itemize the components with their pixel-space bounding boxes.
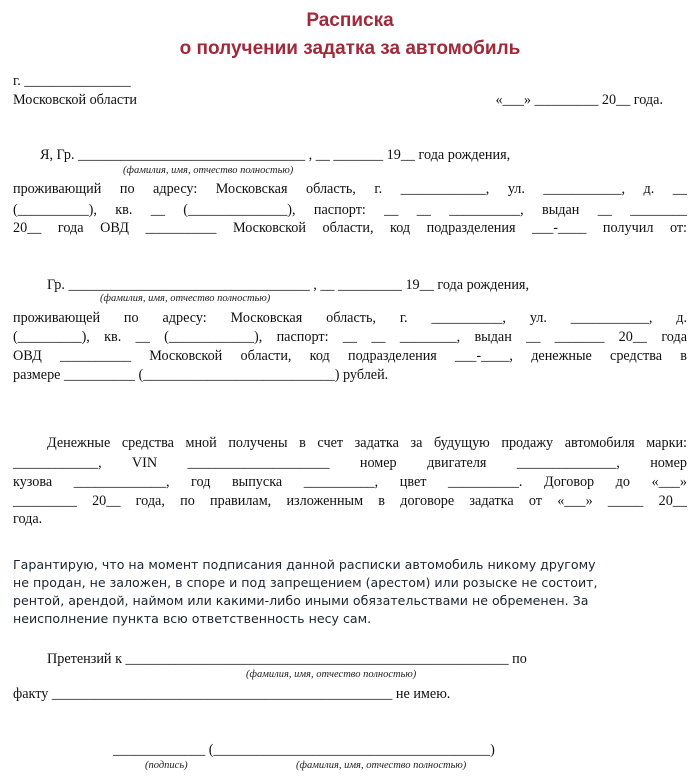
claims-line-1: Претензий к ______________________________________________________ по — [47, 651, 527, 667]
car-line-4: _________ 20__ года, по правилам, изложенным в договоре задатка от «___» _____ 20__ — [13, 493, 687, 509]
guarantee-line-2: не продан, не заложен, в споре и под запрещением (арестом) или розыске не состоит, — [13, 575, 598, 590]
party2-line-3: (_________), кв. __ (____________), паспорт: __ __ ________, выдан __ _______ 20__ года — [13, 329, 687, 345]
guarantee-line-4: неисполнение пункта всю ответственность несу сам. — [13, 611, 372, 626]
claims-line-2: факту ________________________________________________ не имею. — [13, 686, 451, 702]
car-line-1: Денежные средства мной получены в счет задатка за будущую продажу автомобиля марки: — [47, 435, 687, 451]
car-line-2: ____________, VIN ____________________ номер двигателя ______________, номер — [13, 455, 687, 471]
header-date: «___» _________ 20__ года. — [495, 92, 663, 108]
party2-caption: (фамилия, имя, отчество полностью) — [100, 293, 271, 304]
document-subtitle: о получении задатка за автомобиль — [179, 38, 521, 59]
guarantee-line-3: рентой, арендой, наймом или какими-либо иными обязательствами не обременен. За — [13, 593, 589, 608]
party2-line-2: проживающей по адресу: Московская область, г. __________, ул. ___________, д. — [13, 310, 687, 326]
claims-caption: (фамилия, имя, отчество полностью) — [246, 669, 417, 680]
signature-name-caption: (фамилия, имя, отчество полностью) — [296, 760, 467, 771]
signature-caption: (подпись) — [145, 760, 188, 771]
party1-line-3: (__________), кв. __ (______________), паспорт: __ __ __________, выдан __ ________ — [13, 202, 687, 218]
car-line-3: кузова _____________, год выпуска __________, цвет __________. Договор до «___» — [13, 474, 687, 490]
guarantee-line-1: Гарантирую, что на момент подписания данной расписки автомобиль никому другому — [13, 557, 596, 572]
party1-line-4: 20__ года ОВД __________ Московской области, код подразделения ___-____ получил от: — [13, 220, 687, 236]
party1-line-2: проживающий по адресу: Московская область, г. ____________, ул. ___________, д. __ — [13, 181, 687, 197]
signature-line: _____________ (_______________________________________) — [113, 742, 495, 758]
car-line-5: года. — [13, 511, 43, 527]
party2-line-5: размере __________ (___________________________) рублей. — [13, 367, 389, 383]
document-title: Расписка — [306, 10, 394, 31]
header-region-date-row — [13, 91, 687, 109]
header-region: Московской области — [13, 92, 138, 108]
header-city: г. _______________ — [13, 73, 131, 89]
party1-line-1: Я, Гр. ________________________________ , __ _______ 19__ года рождения, — [40, 147, 511, 163]
party2-line-1: Гр. __________________________________ , __ _________ 19__ года рождения, — [47, 277, 529, 293]
party2-line-4: ОВД __________ Московской области, код подразделения ___-____, денежные средства в — [13, 348, 687, 364]
party1-caption: (фамилия, имя, отчество полностью) — [123, 165, 294, 176]
